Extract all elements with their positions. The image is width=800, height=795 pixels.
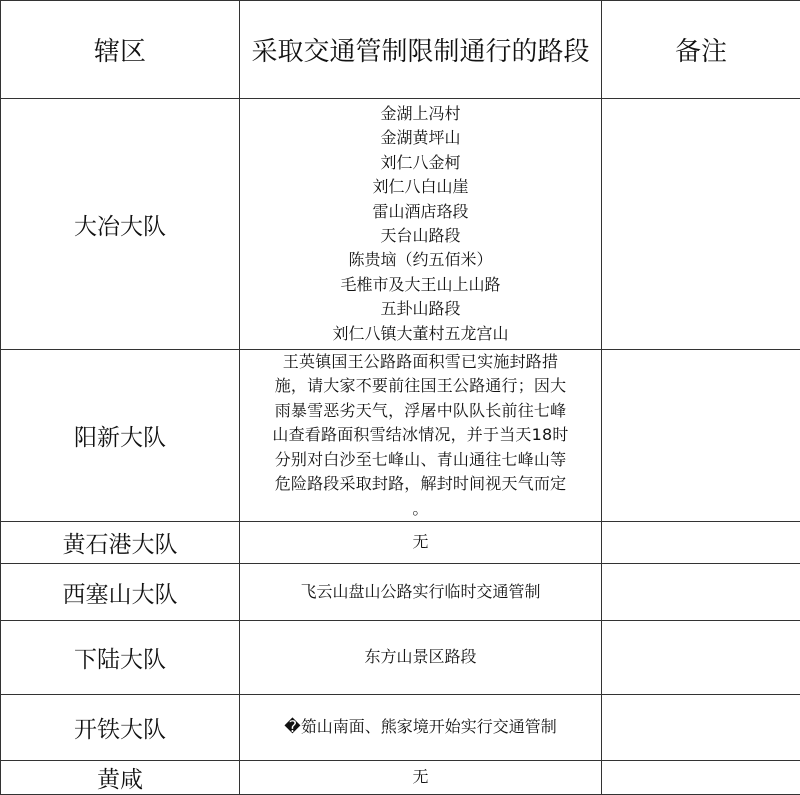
- description-line: 山查看路面积雪结冰情况，并于当天18时: [246, 423, 595, 447]
- table-row: [1, 350, 800, 522]
- district-cell: 开铁大队: [1, 695, 240, 761]
- section-item: 金湖黄坪山: [240, 126, 601, 150]
- header-notes: 备注: [602, 1, 800, 99]
- description-line: 分别对白沙至七峰山、青山通往七峰山等: [246, 448, 595, 472]
- header-sections: 采取交通管制限制通行的路段: [240, 1, 602, 99]
- description-cell: 东方山景区路段: [240, 621, 602, 695]
- section-item: 刘仁八白山崖: [240, 175, 601, 199]
- district-cell: 大冶大队: [1, 99, 240, 350]
- header-district: 辖区: [1, 1, 240, 99]
- notes-cell: [602, 99, 800, 350]
- description-line: 雨暴雪恶劣天气，浮屠中队队长前往七峰: [246, 399, 595, 423]
- district-cell: 下陆大队: [1, 621, 240, 695]
- section-item: 陈贵垴（约五佰米）: [240, 248, 601, 272]
- section-item: 金湖上冯村: [240, 102, 601, 126]
- description-cell: [240, 350, 602, 522]
- notes-cell: [602, 522, 800, 564]
- table-row: [1, 99, 800, 350]
- notes-cell: [602, 761, 800, 795]
- district-cell: 西塞山大队: [1, 564, 240, 621]
- table-row: [1, 522, 800, 564]
- description-line: 。: [246, 497, 595, 521]
- section-item: 五卦山路段: [240, 297, 601, 321]
- notes-cell: [602, 621, 800, 695]
- description-line: 危险路段采取封路，解封时间视天气而定: [246, 472, 595, 496]
- header-row: [1, 1, 800, 99]
- description-line: 王英镇国王公路路面积雪已实施封路措: [246, 350, 595, 374]
- district-cell: 黄咸: [1, 761, 240, 795]
- district-cell: 阳新大队: [1, 350, 240, 522]
- district-cell: 黄石港大队: [1, 522, 240, 564]
- table-row: [1, 761, 800, 795]
- section-item: 天台山路段: [240, 224, 601, 248]
- section-item: 雷山酒店珞段: [240, 200, 601, 224]
- section-item: 毛椎市及大王山上山路: [240, 273, 601, 297]
- description-line: 施，请大家不要前往国王公路通行；因大: [246, 374, 595, 398]
- description-cell: �筎山南面、熊家境开始实行交通管制: [240, 695, 602, 761]
- table-row: [1, 695, 800, 761]
- section-item: 刘仁八镇大董村五龙宫山: [240, 322, 601, 346]
- description-cell: 飞云山盘山公路实行临时交通管制: [240, 564, 602, 621]
- sections-cell: [240, 99, 602, 350]
- table-row: [1, 621, 800, 695]
- notes-cell: [602, 350, 800, 522]
- notes-cell: [602, 564, 800, 621]
- section-item: 刘仁八金柯: [240, 151, 601, 175]
- description-cell: 无: [240, 761, 602, 795]
- description-cell: 无: [240, 522, 602, 564]
- table-row: [1, 564, 800, 621]
- notes-cell: [602, 695, 800, 761]
